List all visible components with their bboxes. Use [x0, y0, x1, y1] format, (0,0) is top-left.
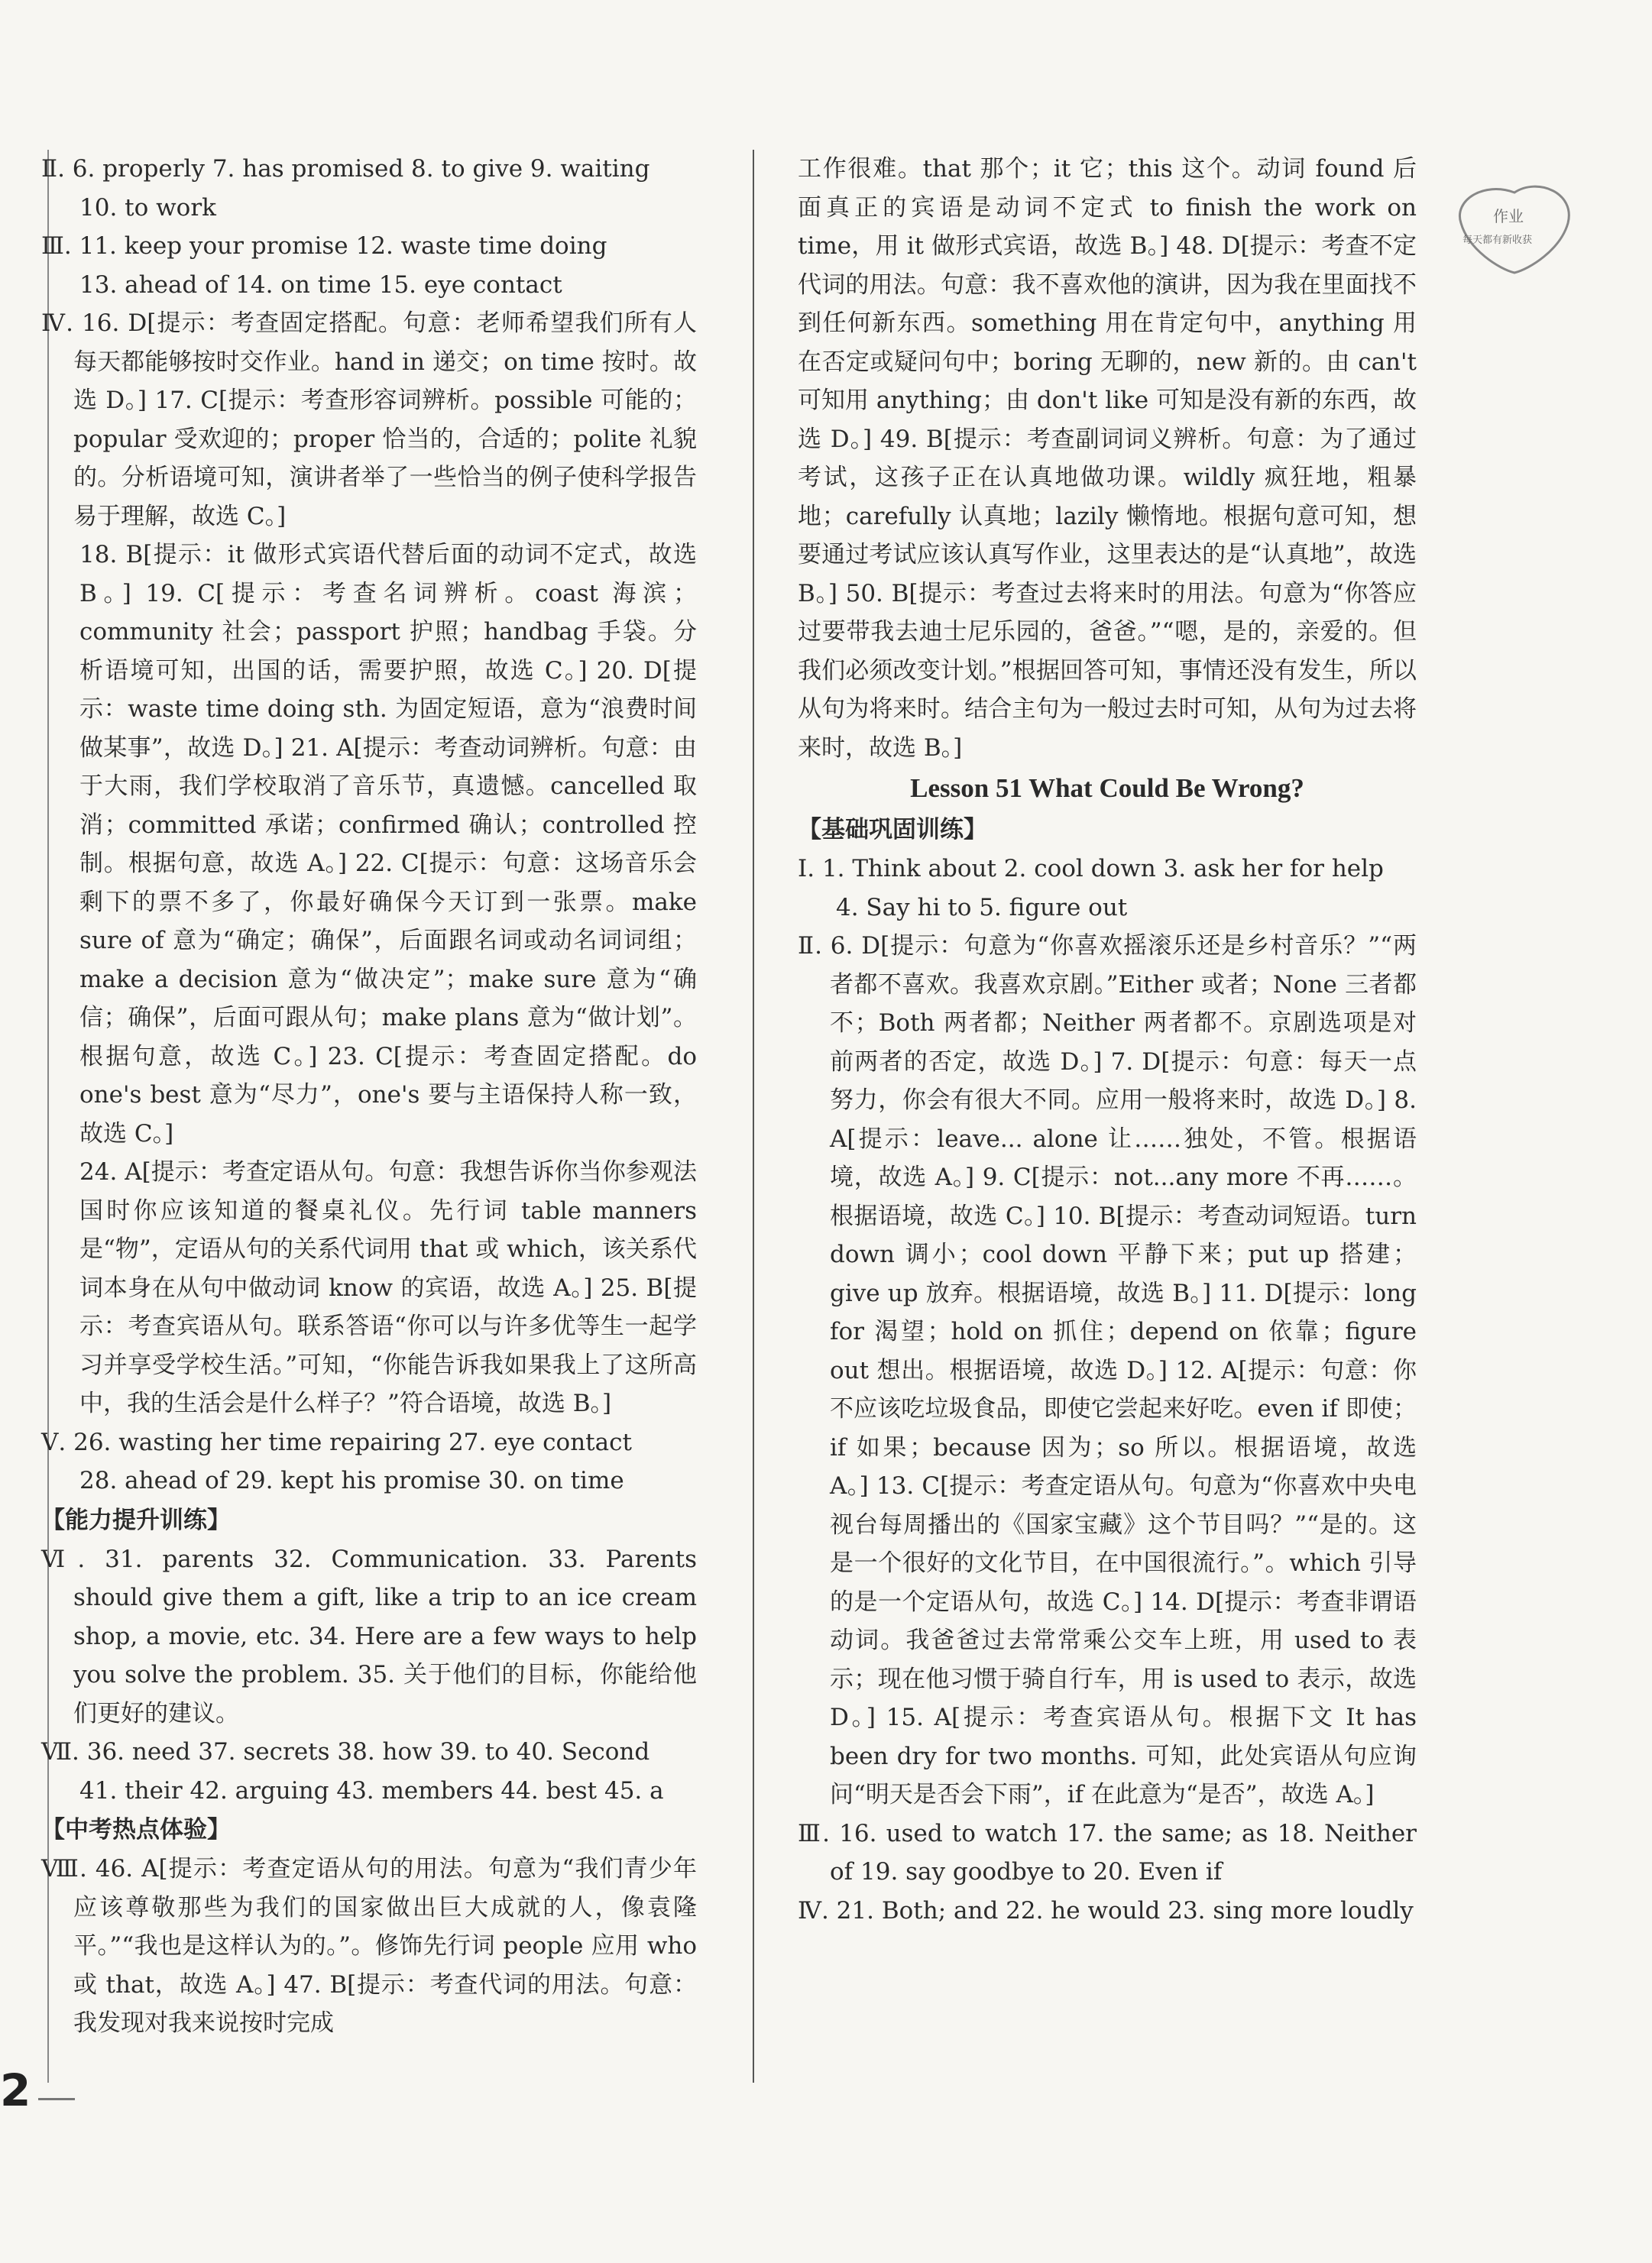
section-heading: 【基础巩固训练】 [798, 816, 987, 843]
answer-paragraph: 工作很难。that 那个；it 它；this 这个。动词 found 后面真正的宾语是动词不定式 to finish the work on time，用 it 做形式宾语，故选 B。] 48. D[提示：考查不定代词的用法。句意：我不喜欢他的演讲，因为我在里面找不到任何新东西。something 用在肯定句中，anything 用在否定或疑问句中；boring 无聊的，new 新的。由 can't 可知用 anything；由 don't like 可知是没有新的东西，故选 D。] 49. B[提示：考查副词词义辨析。句意：为了通过考试，这孩子正在认真地做功课。wildly 疯狂地，粗暴地；carefully 认真地；lazily 懒惰地。根据句意可知，想要通过考试应该认真写作业，这里表达的是“认真地”，故选 B。] 50. B[提示：考查过去将来时的用法。句意为“你答应过要带我去迪士尼乐园的，爸爸。”“嗯，是的，亲爱的。但我们必须改变计划。”根据回答可知，事情还没有发生，所以从句为将来时。结合主句为一般过去时可知，从句为过去将来时，故选 B。] [798, 155, 1417, 762]
section-heading: 【中考热点体验】 [41, 1816, 231, 1844]
answer-line: 4. Say hi to 5. figure out [836, 893, 1128, 921]
answer-line: 28. ahead of 29. kept his promise 30. on time [79, 1467, 624, 1494]
answer-line: Ⅲ. 16. used to watch 17. the same; as 18. Neither of 19. say goodbye to 20. Even if [798, 1819, 1417, 1886]
answer-paragraph: Ⅵ. 31. parents 32. Communication. 33. Parents should give them a gift, like a trip to an ice cream shop, a movie, etc. 34. Here are a few ways to help you solve the problem. 35. 关于他们的目标，你能给他们更好的建议。 [41, 1545, 697, 1727]
answer-line: Ⅳ. 21. Both; and 22. he would 23. sing more loudly [798, 1896, 1414, 1925]
page-number-dash [38, 2098, 75, 2100]
page-number: 2 [0, 2064, 31, 2116]
answer-line: 10. to work [79, 193, 216, 222]
section-heading: 【能力提升训练】 [41, 1506, 231, 1534]
answer-line: Ⅲ. 11. keep your promise 12. waste time doing [41, 232, 607, 260]
answer-paragraph: Ⅳ. 16. D[提示：考查固定搭配。句意：老师希望我们所有人每天都能够按时交作业。hand in 递交；on time 按时。故选 D。] 17. C[提示：考查形容词辨析。possible 可能的；popular 受欢迎的；proper 恰当的，合适的；polite 礼貌的。分析语境可知，演讲者举了一些恰当的例子使科学报告易于理解，故选 C。] [41, 309, 697, 530]
answer-line: 13. ahead of 14. on time 15. eye contact [79, 270, 562, 299]
logo-subtext: 每天都有新收获 [1463, 235, 1533, 246]
answer-paragraph: Ⅱ. 6. D[提示：句意为“你喜欢摇滚乐还是乡村音乐？”“两者都不喜欢。我喜欢京剧。”Either 或者；None 三者都不；Both 两者都；Neither 两者都不。京剧选项是对前两者的否定，故选 D。] 7. D[提示：句意：每天一点努力，你会有很大不同。应用一般将来时，故选 D。] 8. A[提示：leave... alone 让……独处，不管。根据语境，故选 A。] 9. C[提示：not...any more 不再……。根据语境，故选 C。] 10. B[提示：考查动词短语。turn down 调小；cool down 平静下来；put up 搭建；give up 放弃。根据语境，故选 B。] 11. D[提示：long for 渴望；hold on 抓住；depend on 依靠；figure out 想出。根据语境，故选 D。] 12. A[提示：句意：你不应该吃垃圾食品，即使它尝起来好吃。even if 即使；if 如果；because 因为；so 所以。根据语境，故选 A。] 13. C[提示：考查定语从句。句意为“你喜欢中央电视台每周播出的《国家宝藏》这个节目吗？”“是的。这是一个很好的文化节目，在中国很流行。”。which 引导的是一个定语从句，故选 C。] 14. D[提示：考查非谓语动词。我爸爸过去常常乘公交车上班，用 used to 表示；现在他习惯于骑自行车，用 is used to 表示，故选 D。] 15. A[提示：考查宾语从句。根据下文 It has been dry for two months. 可知，此处宾语从句应询问“明天是否会下雨”，if 在此意为“是否”，故选 A。] [798, 932, 1417, 1808]
answer-line: Ⅰ. 1. Think about 2. cool down 3. ask her for help [798, 855, 1384, 882]
answer-paragraph: 24. A[提示：考查定语从句。句意：我想告诉你当你参观法国时你应该知道的餐桌礼仪。先行词 table manners 是“物”，定语从句的关系代词用 that 或 which，该关系代词本身在从句中做动词 know 的宾语，故选 A。] 25. B[提示：考查宾语从句。联系答语“你可以与许多优等生一起学习并享受学校生活。”可知，“你能告诉我如果我上了这所高中，我的生活会是什么样子？”符合语境，故选 B。] [79, 1158, 697, 1417]
answer-paragraph: Ⅷ. 46. A[提示：考查定语从句的用法。句意为“我们青少年应该尊敬那些为我们的国家做出巨大成就的人，像袁隆平。”“我也是这样认为的。”。修饰先行词 people 应用 who 或 that，故选 A。] 47. B[提示：考查代词的用法。句意：我发现对我来说按时完成 [41, 1855, 697, 2037]
logo-text: 作业 [1493, 207, 1524, 225]
answer-line: Ⅴ. 26. wasting her time repairing 27. eye contact [41, 1428, 632, 1456]
answer-line: Ⅶ. 36. need 37. secrets 38. how 39. to 40. Second [41, 1738, 650, 1766]
left-column [41, 150, 697, 2043]
answer-line: Ⅱ. 6. properly 7. has promised 8. to give 9. waiting [41, 155, 650, 183]
publisher-logo [1446, 177, 1583, 277]
answer-line: 41. their 42. arguing 43. members 44. best 45. a [79, 1776, 664, 1805]
answer-paragraph: 18. B[提示：it 做形式宾语代替后面的动词不定式，故选 B。] 19. C[提示：考查名词辨析。coast 海滨；community 社会；passport 护照；handbag 手袋。分析语境可知，出国的话，需要护照，故选 C。] 20. D[提示：waste time doing sth. 为固定短语，意为“浪费时间做某事”，故选 D。] 21. A[提示：考查动词辨析。句意：由于大雨，我们学校取消了音乐节，真遗憾。cancelled 取消；committed 承诺；confirmed 确认；controlled 控制。根据句意，故选 A。] 22. C[提示：句意：这场音乐会剩下的票不多了，你最好确保今天订到一张票。make sure of 意为“确定；确保”，后面跟名词或动名词词组；make a decision 意为“做决定”；make sure 意为“确信；确保”，后面可跟从句；make plans 意为“做计划”。根据句意，故选 C。] 23. C[提示：考查固定搭配。do one's best 意为“尽力”，one's 要与主语保持人称一致，故选 C。] [79, 541, 697, 1148]
right-column [798, 150, 1417, 1930]
lesson-title: Lesson 51 What Could Be Wrong? [910, 773, 1304, 803]
column-divider [753, 150, 754, 2083]
